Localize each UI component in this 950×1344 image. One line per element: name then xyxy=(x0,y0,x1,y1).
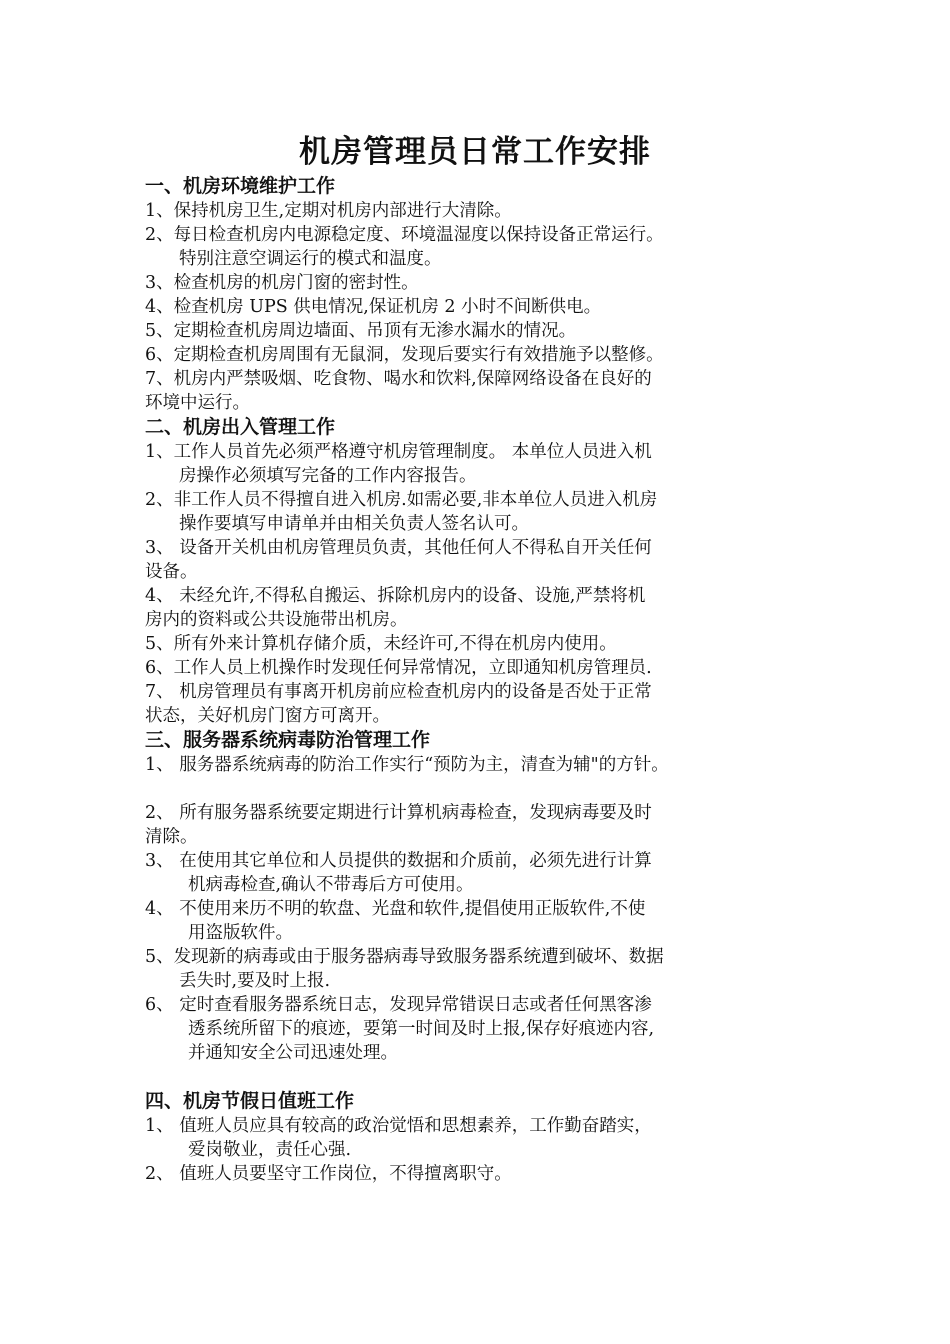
list-item: 6、工作人员上机操作时发现任何异常情况，立即通知机房管理员. xyxy=(145,658,652,678)
list-item: 5、定期检查机房周边墙面、吊顶有无渗水漏水的情况。 xyxy=(145,321,577,341)
list-item: 4、 不使用来历不明的软盘、光盘和软件,提倡使用正版软件,不使 xyxy=(145,899,646,919)
section-heading: 二、机房出入管理工作 xyxy=(145,416,336,438)
list-item: 3、 在使用其它单位和人员提供的数据和介质前，必须先进行计算 xyxy=(145,851,652,871)
section-virus-control xyxy=(145,728,820,1089)
list-item-continuation: 房内的资料或公共设施带出机房。 xyxy=(145,610,408,630)
list-item: 6、定期检查机房周围有无鼠洞，发现后要实行有效措施予以整修。 xyxy=(145,345,664,365)
list-item: 3、检查机房的机房门窗的密封性。 xyxy=(145,273,419,293)
blank-line xyxy=(145,1065,820,1089)
list-item: 2、 值班人员要坚守工作岗位，不得擅离职守。 xyxy=(145,1164,512,1184)
list-item: 5、发现新的病毒或由于服务器病毒导致服务器系统遭到破坏、数据 xyxy=(145,947,664,967)
list-item-continuation: 机病毒检查,确认不带毒后方可使用。 xyxy=(188,875,474,895)
section-heading: 一、机房环境维护工作 xyxy=(145,175,336,197)
list-item-continuation: 并通知安全公司迅速处理。 xyxy=(188,1043,398,1063)
list-item-continuation: 状态，关好机房门窗方可离开。 xyxy=(145,706,390,726)
list-item: 1、保持机房卫生,定期对机房内部进行大清除。 xyxy=(145,201,512,221)
list-item: 4、 未经允许,不得私自搬运、拆除机房内的设备、设施,严禁将机 xyxy=(145,586,646,606)
list-item: 7、 机房管理员有事离开机房前应检查机房内的设备是否处于正常 xyxy=(145,682,652,702)
list-item-continuation: 用盗版软件。 xyxy=(188,923,293,943)
list-item: 1、 值班人员应具有较高的政治觉悟和思想素养，工作勤奋踏实， xyxy=(145,1116,652,1136)
list-item: 2、每日检查机房内电源稳定度、环境温湿度以保持设备正常运行。 xyxy=(145,225,664,245)
list-item: 5、所有外来计算机存储介质，未经许可,不得在机房内使用。 xyxy=(145,634,617,654)
list-item: 2、非工作人员不得擅自进入机房.如需必要,非本单位人员进入机房 xyxy=(145,490,658,510)
section-holiday-duty xyxy=(145,1089,820,1186)
list-item: 1、工作人员首先必须严格遵守机房管理制度。 本单位人员进入机 xyxy=(145,442,652,462)
list-item-continuation: 环境中运行。 xyxy=(145,393,250,413)
list-item: 2、 所有服务器系统要定期进行计算机病毒检查，发现病毒要及时 xyxy=(145,803,652,823)
section-access xyxy=(145,415,820,728)
list-item-continuation: 房操作必须填写完备的工作内容报告。 xyxy=(179,466,477,486)
document-title: 机房管理员日常工作安排 xyxy=(299,134,651,170)
section-heading: 三、服务器系统病毒防治管理工作 xyxy=(145,729,431,751)
list-item-continuation: 清除。 xyxy=(145,827,198,847)
list-item: 6、 定时查看服务器系统日志，发现异常错误日志或者任何黑客渗 xyxy=(145,995,652,1015)
list-item: 3、 设备开关机由机房管理员负责，其他任何人不得私自开关任何 xyxy=(145,538,652,558)
list-item-continuation: 爱岗敬业，责任心强. xyxy=(188,1140,352,1160)
list-item-continuation: 操作要填写申请单并由相关负责人签名认可。 xyxy=(179,514,529,534)
section-environment xyxy=(145,174,820,415)
blank-line xyxy=(145,777,820,801)
list-item-continuation: 特别注意空调运行的模式和温度。 xyxy=(179,249,442,269)
list-item: 1、 服务器系统病毒的防治工作实行“预防为主，清查为辅"的方针。 xyxy=(145,755,669,775)
list-item-continuation: 丢失时,要及时上报. xyxy=(179,971,331,991)
list-item: 4、检查机房 UPS 供电情况,保证机房 2 小时不间断供电。 xyxy=(145,297,602,317)
list-item-continuation: 设备。 xyxy=(145,562,198,582)
section-heading: 四、机房节假日值班工作 xyxy=(145,1090,355,1112)
list-item-continuation: 透系统所留下的痕迹，要第一时间及时上报,保存好痕迹内容, xyxy=(188,1019,655,1039)
list-item: 7、机房内严禁吸烟、吃食物、喝水和饮料,保障网络设备在良好的 xyxy=(145,369,652,389)
document-body xyxy=(145,174,820,1186)
